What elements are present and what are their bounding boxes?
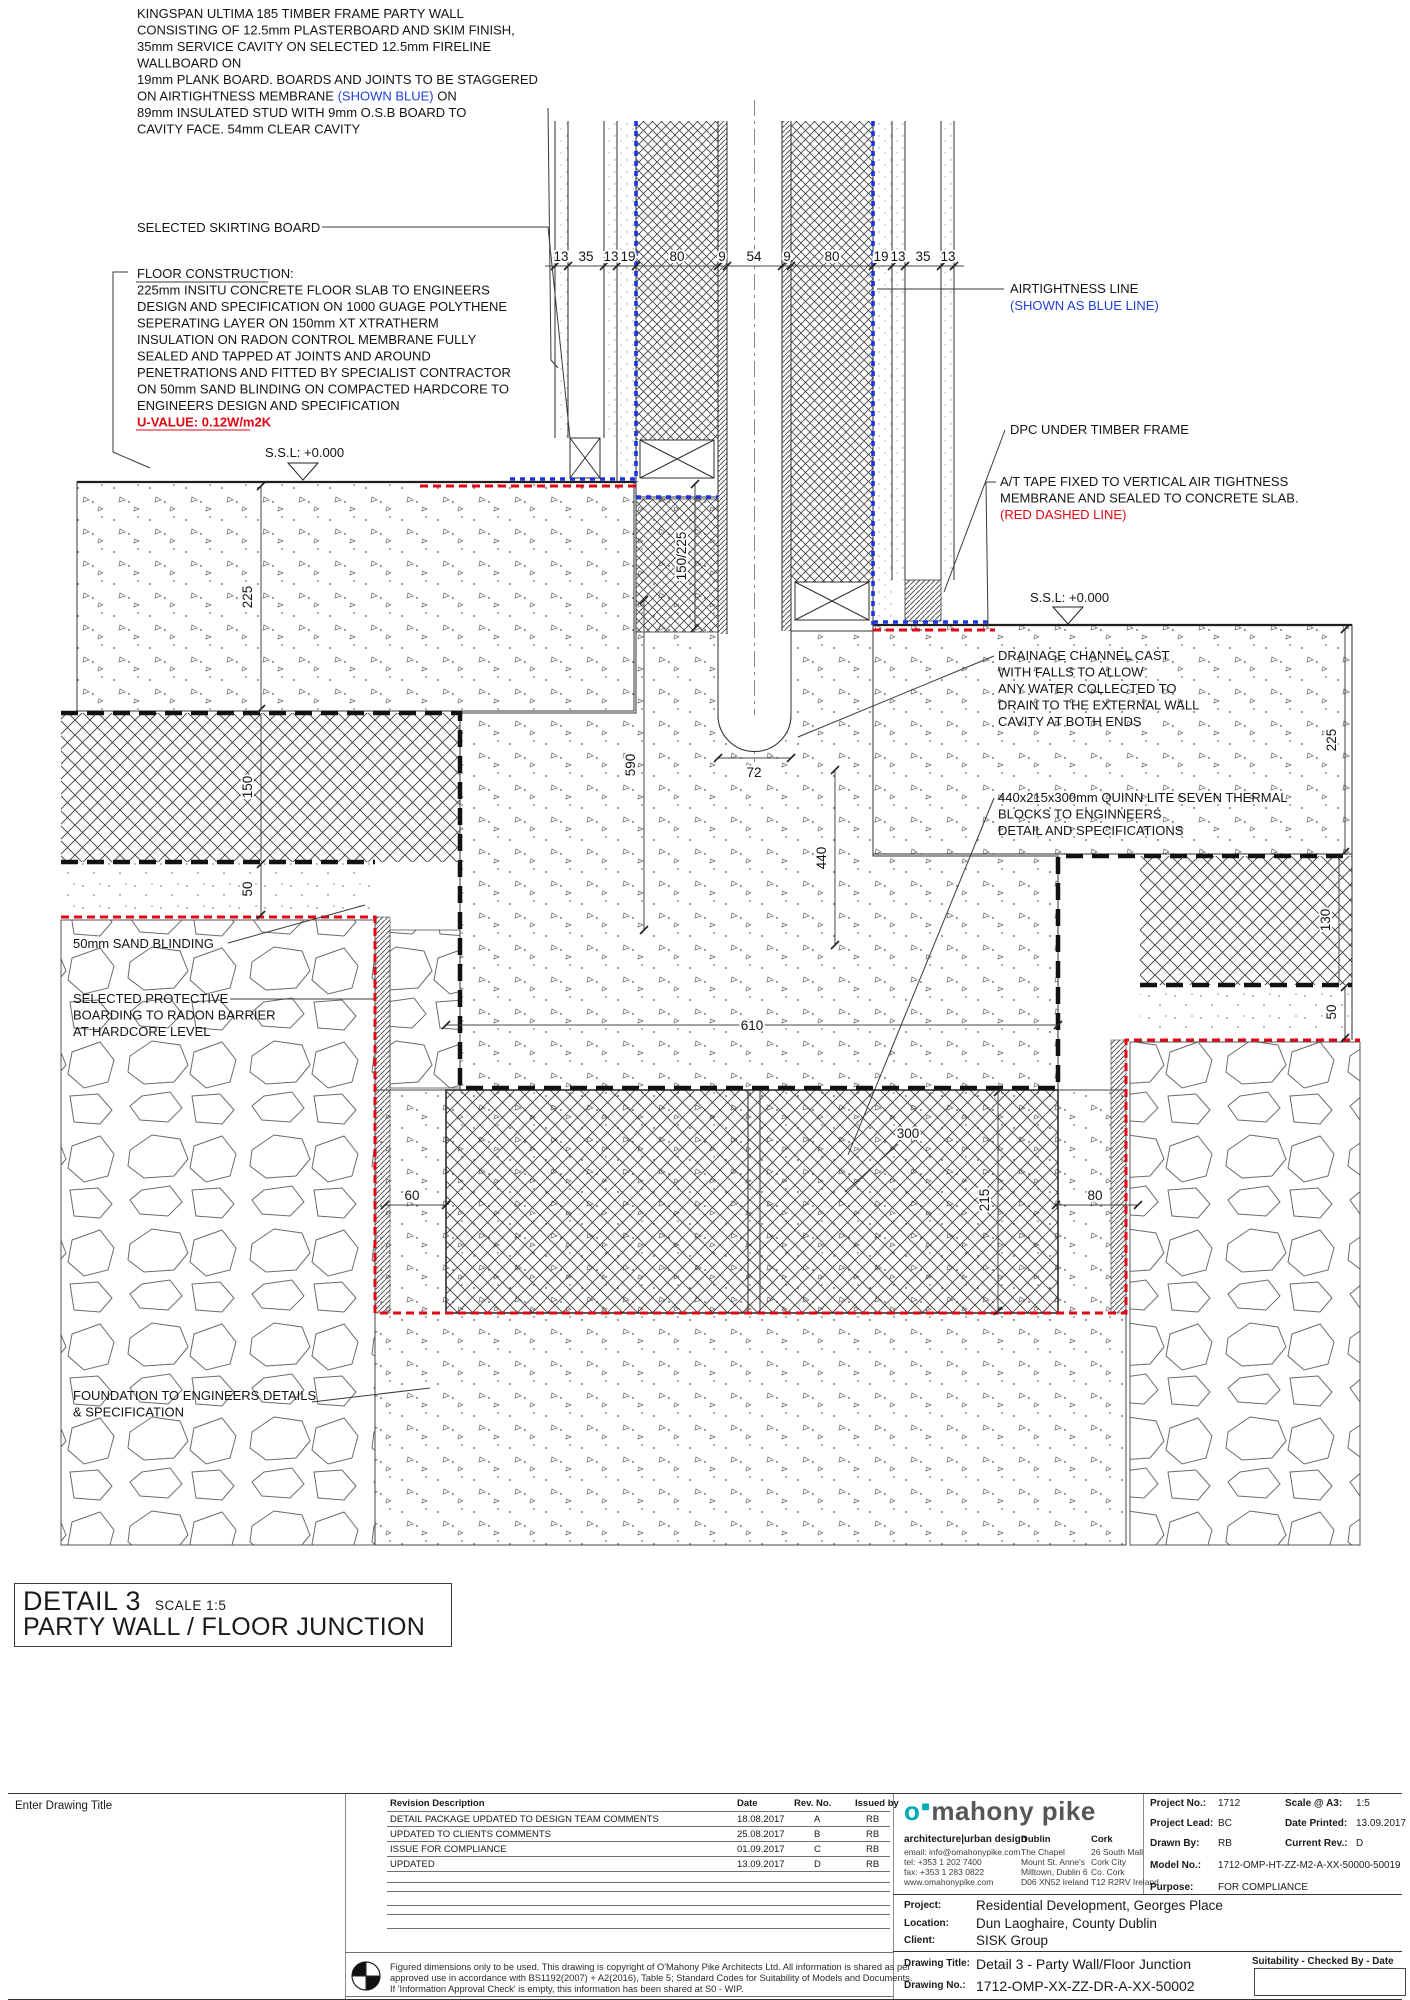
svg-text:KINGSPAN ULTIMA 185 TIMBER FRA: KINGSPAN ULTIMA 185 TIMBER FRAME PARTY WALL: [137, 6, 464, 21]
svg-text:S.S.L: +0.000: S.S.L: +0.000: [265, 445, 345, 460]
svg-text:(SHOWN AS BLUE LINE): (SHOWN AS BLUE LINE): [1010, 298, 1159, 313]
svg-text:(RED DASHED LINE): (RED DASHED LINE): [1000, 507, 1127, 522]
svg-text:80: 80: [669, 249, 685, 264]
skirting-board-left: [570, 438, 600, 478]
rev-header-issued-by: Issued by: [855, 1798, 899, 1809]
issue-symbol: [350, 1960, 382, 1992]
detail-title-box: [14, 1583, 452, 1647]
detail-name: PARTY WALL / FLOOR JUNCTION: [23, 1613, 426, 1641]
airtightness-label: [877, 281, 1159, 313]
floor-slab-left: [77, 482, 636, 711]
svg-text:CAVITY FACE. 54mm CLEAR CAVITY: CAVITY FACE. 54mm CLEAR CAVITY: [137, 121, 361, 137]
svg-text:SEPERATING LAYER ON 150mm XT X: SEPERATING LAYER ON 150mm XT XTRATHERM: [137, 315, 439, 331]
ssl-marker-right: [1030, 590, 1109, 624]
project-name: Residential Development, Georges Place: [976, 1898, 1223, 1913]
svg-text:DETAIL AND SPECIFICATIONS: DETAIL AND SPECIFICATIONS: [998, 823, 1184, 838]
svg-text:ON AIRTIGHTNESS MEMBRANE (SHOW: ON AIRTIGHTNESS MEMBRANE (SHOWN BLUE) ON: [137, 88, 457, 104]
svg-text:A/T TAPE FIXED TO VERTICAL AIR: A/T TAPE FIXED TO VERTICAL AIR TIGHTNESS: [1000, 474, 1289, 489]
svg-text:80: 80: [824, 249, 840, 264]
svg-text:215: 215: [977, 1188, 992, 1212]
sole-plate-left: [640, 440, 714, 478]
drawn-by: RB: [1218, 1838, 1232, 1849]
svg-text:54: 54: [746, 249, 762, 264]
svg-text:225mm INSITU CONCRETE FLOOR SL: 225mm INSITU CONCRETE FLOOR SLAB TO ENGINEERS: [137, 282, 490, 298]
svg-text:60: 60: [404, 1188, 420, 1203]
svg-text:SEALED AND TAPPED AT JOINTS AN: SEALED AND TAPPED AT JOINTS AND AROUND: [137, 348, 431, 364]
svg-text:FOUNDATION TO ENGINEERS DETAIL: FOUNDATION TO ENGINEERS DETAILS: [73, 1388, 317, 1403]
current-rev: D: [1356, 1838, 1364, 1849]
rev-header-description: Revision Description: [390, 1798, 485, 1809]
svg-text:35: 35: [915, 249, 931, 264]
project-no: 1712: [1218, 1798, 1241, 1809]
svg-text:35mm SERVICE CAVITY ON SELECTE: 35mm SERVICE CAVITY ON SELECTED 12.5mm FIRELINE: [137, 39, 491, 54]
rev-header-date: Date: [737, 1798, 758, 1809]
svg-text:130: 130: [1318, 908, 1333, 932]
date-printed: 13.09.2017: [1356, 1818, 1407, 1829]
dpc-strip: [905, 580, 941, 621]
drawing-title: Detail 3 - Party Wall/Floor Junction: [976, 1956, 1191, 1972]
title-block: Enter Drawing Title Revision Description Date Rev. No. Issued by DETAIL PACKAGE UPDATED TO DESIGN TEAM COMMENTS 18.08.2017 A RB UPDATED TO CLIENTS COMMENTS 25.08.2017 B RB ISSUE FOR COMPLIANCE 01.09.2017 C RB UPDATED 13.09.2017 D RB Figured dimensions only to be used. This drawing is copyright of O'Mahony Pike Architects Ltd. All information is shared as per approved use in accordance with BS1192(2007) + A2(2016), Table 5; Standard Codes for Suitability of Models and Documents. If 'Information Approval Check' is empty, this information has been shared at S0 - WIP. o■mahony pike architecture|urban design email: info@omahonypike.com tel: +353 1 202 7400 fax: +353 1 283 0822 www.omahonypike.com Dublin The Chapel Mount St. Anne's Milltown, Dublin 6 D06 XN52 Ireland Cork 26 South Mall Cork City Co. Cork T12 R2RV Ireland Project No.: 1712 Scale @ A3: 1:5 Project Lead: BC Date Printed: 13.09.2017 Drawn By: RB Current Rev.: D Model No.: 1712-OMP-HT-ZZ-M2-A-XX-50000-50019 Purpose: FOR COMPLIANCE Project: Residential Development, Georges Place Location: Dun Laoghaire, County Dublin Client: SISK Group Drawing Title: Detail 3 - Party Wall/Floor Junction Drawing No.: 1712-OMP-XX-ZZ-DR-A-XX-50002 Suitability - Checked By - Date: [8, 1793, 1402, 2000]
svg-text:610: 610: [740, 1018, 764, 1033]
svg-text:9: 9: [783, 249, 791, 264]
svg-text:72: 72: [746, 765, 762, 780]
svg-text:9: 9: [718, 249, 726, 264]
svg-text:19: 19: [873, 249, 889, 264]
svg-text:DRAIN TO THE EXTERNAL WALL: DRAIN TO THE EXTERNAL WALL: [998, 697, 1200, 713]
scale-a3: 1:5: [1356, 1798, 1370, 1809]
sole-plate-right: [795, 582, 869, 620]
svg-text:440x215x300mm QUINN LITE SEVEN: 440x215x300mm QUINN LITE SEVEN THERMAL: [998, 790, 1288, 805]
svg-text:DESIGN AND SPECIFICATION ON 10: DESIGN AND SPECIFICATION ON 1000 GUAGE POLYTHENE: [137, 299, 508, 314]
svg-text:13: 13: [553, 249, 569, 264]
svg-text:AIRTIGHTNESS LINE: AIRTIGHTNESS LINE: [1010, 281, 1139, 296]
thermal-blocks: [446, 1090, 1058, 1313]
rev-header-rev-no: Rev. No.: [794, 1798, 832, 1809]
svg-text:U-VALUE: 0.12W/m2K: U-VALUE: 0.12W/m2K: [137, 414, 272, 430]
svg-text:19mm PLANK BOARD. BOARDS AND J: 19mm PLANK BOARD. BOARDS AND JOINTS TO BE STAGGERED: [137, 72, 538, 87]
svg-text:150: 150: [240, 775, 255, 799]
svg-text:300: 300: [896, 1126, 920, 1141]
suitability-box: [1254, 1968, 1406, 1996]
floor-construction-note: [113, 266, 511, 468]
svg-text:BOARDING TO RADON BARRIER: BOARDING TO RADON BARRIER: [73, 1007, 276, 1023]
radon-board-strip-right: [1111, 1040, 1126, 1313]
svg-text:CAVITY AT BOTH ENDS: CAVITY AT BOTH ENDS: [998, 714, 1142, 729]
svg-text:ON 50mm SAND BLINDING ON COMPA: ON 50mm SAND BLINDING ON COMPACTED HARDCORE TO: [137, 381, 509, 397]
detail-scale: SCALE 1:5: [155, 1598, 227, 1613]
radon-board-strip-left: [375, 917, 390, 1313]
svg-text:& SPECIFICATION: & SPECIFICATION: [73, 1404, 184, 1420]
svg-text:CONSISTING OF 12.5mm PLASTERBO: CONSISTING OF 12.5mm PLASTERBOARD AND SKIM FINISH,: [137, 22, 515, 38]
svg-text:50mm SAND BLINDING: 50mm SAND BLINDING: [73, 936, 214, 951]
svg-text:SELECTED PROTECTIVE: SELECTED PROTECTIVE: [73, 991, 229, 1006]
logo-dot-icon: ■: [921, 1798, 931, 1814]
model-no: 1712-OMP-HT-ZZ-M2-A-XX-50000-50019: [1218, 1860, 1401, 1871]
omahony-pike-logo: o■mahony pike: [904, 1796, 1096, 1826]
svg-text:590: 590: [623, 753, 638, 777]
svg-text:ENGINEERS DESIGN AND SPECIFICA: ENGINEERS DESIGN AND SPECIFICATION: [137, 398, 400, 413]
suitability-header: Suitability - Checked By - Date: [1252, 1956, 1394, 1967]
svg-text:35: 35: [578, 249, 594, 264]
svg-text:80: 80: [1087, 1188, 1103, 1203]
svg-text:AT HARDCORE LEVEL: AT HARDCORE LEVEL: [73, 1024, 211, 1039]
hardcore-stone-right: [1130, 1042, 1360, 1545]
svg-text:ANY WATER COLLECTED TO: ANY WATER COLLECTED TO: [998, 681, 1177, 696]
client-name: SISK Group: [976, 1933, 1049, 1948]
project-location: Dun Laoghaire, County Dublin: [976, 1916, 1157, 1931]
drawing-no: 1712-OMP-XX-ZZ-DR-A-XX-50002: [976, 1978, 1195, 1994]
svg-text:S.S.L: +0.000: S.S.L: +0.000: [1030, 590, 1110, 605]
svg-text:89mm INSULATED STUD WITH 9mm O: 89mm INSULATED STUD WITH 9mm O.S.B BOARD TO: [137, 105, 467, 120]
svg-text:DRAINAGE CHANNEL CAST: DRAINAGE CHANNEL CAST: [998, 648, 1170, 663]
purpose: FOR COMPLIANCE: [1218, 1882, 1309, 1893]
svg-text:13: 13: [890, 249, 906, 264]
ssl-marker-left: [265, 445, 344, 480]
enter-drawing-title: Enter Drawing Title: [15, 1800, 113, 1812]
svg-text:BLOCKS TO ENGINNEERS: BLOCKS TO ENGINNEERS: [998, 806, 1162, 822]
svg-text:SELECTED SKIRTING BOARD: SELECTED SKIRTING BOARD: [137, 220, 321, 235]
svg-text:440: 440: [814, 846, 829, 870]
svg-text:225: 225: [240, 585, 255, 609]
svg-text:225: 225: [1324, 728, 1339, 752]
svg-text:150/225: 150/225: [674, 531, 689, 581]
svg-text:DPC UNDER TIMBER FRAME: DPC UNDER TIMBER FRAME: [1010, 422, 1189, 437]
svg-text:INSULATION ON RADON CONTROL ME: INSULATION ON RADON CONTROL MEMBRANE FULLY: [137, 332, 477, 347]
detail-number: DETAIL 3: [23, 1586, 142, 1616]
svg-text:PENETRATIONS AND FITTED BY SPE: PENETRATIONS AND FITTED BY SPECIALIST CONTRACTOR: [137, 365, 511, 380]
svg-text:50: 50: [240, 881, 255, 897]
project-lead: BC: [1218, 1818, 1232, 1829]
svg-text:WALLBOARD ON: WALLBOARD ON: [137, 55, 242, 71]
svg-text:50: 50: [1324, 1004, 1339, 1020]
svg-text:WITH FALLS TO ALLOW: WITH FALLS TO ALLOW: [998, 664, 1144, 680]
svg-text:13: 13: [940, 249, 956, 264]
svg-text:MEMBRANE AND SEALED TO CONCRET: MEMBRANE AND SEALED TO CONCRETE SLAB.: [1000, 490, 1299, 506]
svg-text:13: 13: [603, 249, 619, 264]
svg-text:FLOOR CONSTRUCTION:: FLOOR CONSTRUCTION:: [137, 266, 294, 281]
svg-text:19: 19: [620, 249, 636, 264]
